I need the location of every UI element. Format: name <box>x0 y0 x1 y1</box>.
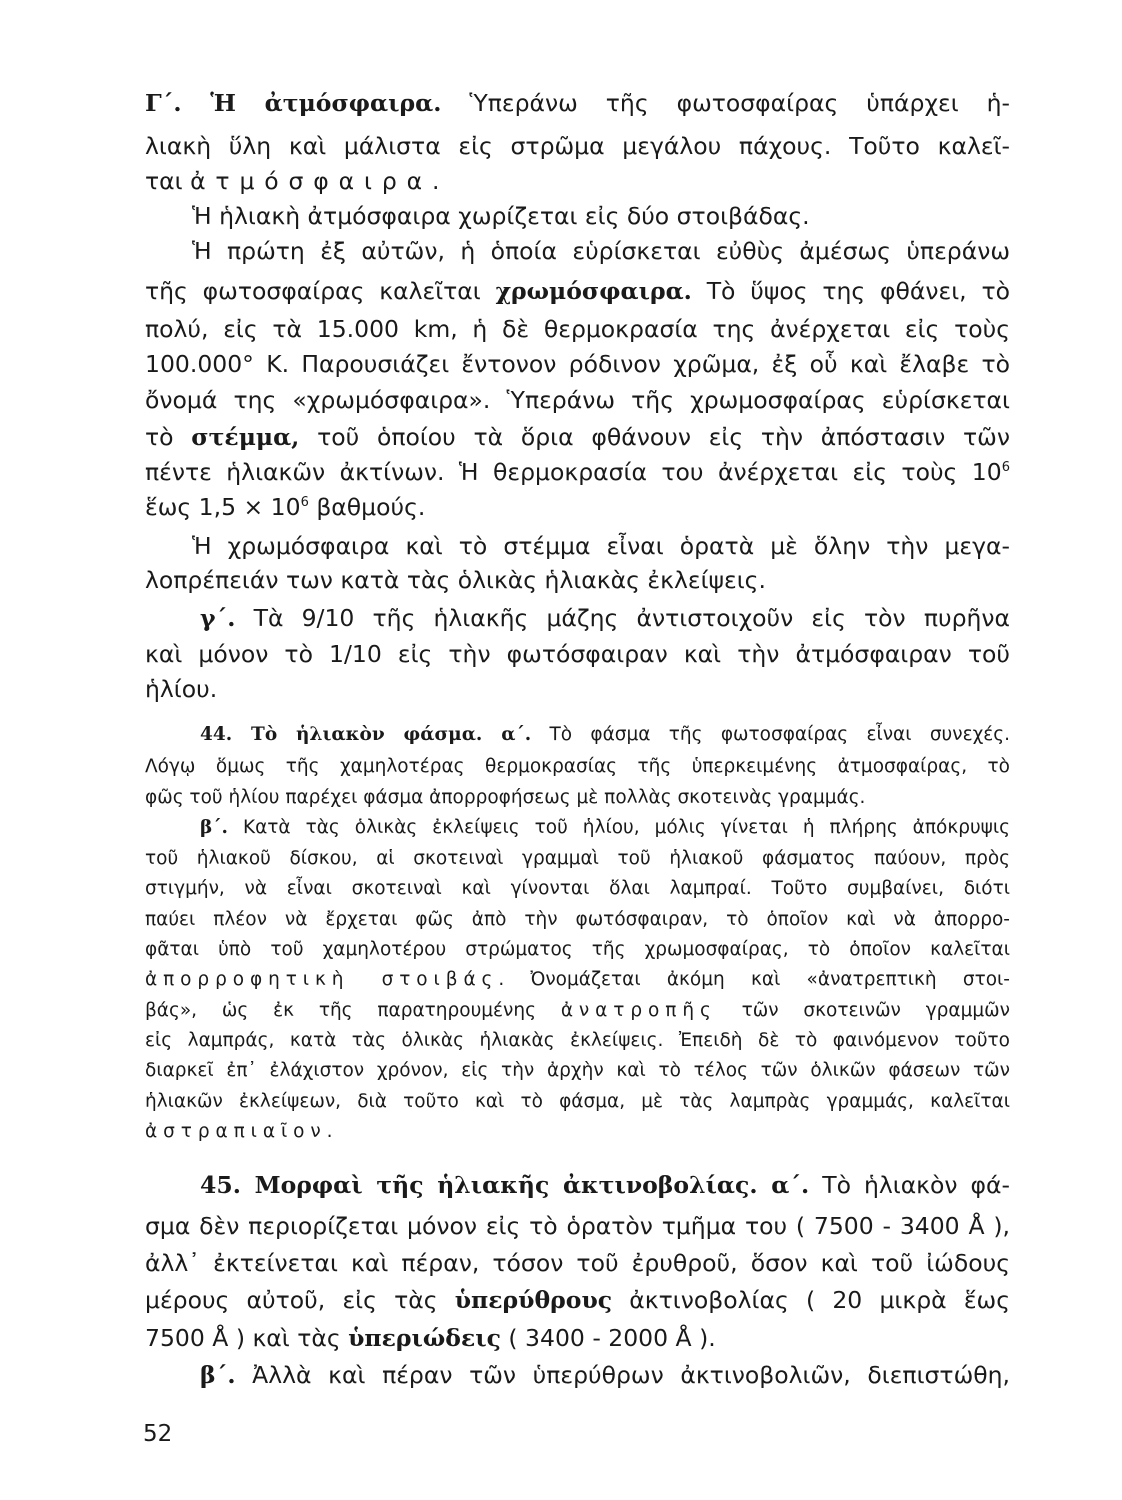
term-atmosphere: ἀτμόσφαιρα <box>190 167 432 195</box>
text-line: καὶ μόνον τὸ 1/10 εἰς τὴν φωτόσφαιραν καὶ τὴν ἀτμόσφαιραν τοῦ <box>145 640 1010 668</box>
text-line: φᾶται ὑπὸ τοῦ χαμηλοτέρου στρώματος τῆς χρωμοσφαίρας, τὸ ὁποῖον καλεῖται <box>145 939 1010 960</box>
page-number: 52 <box>143 1421 173 1447</box>
text-line: 100.000° Κ. Παρουσιάζει ἔντονον ρόδινον χρῶμα, ἐξ οὗ καὶ ἔλαβε τὸ <box>145 350 1010 378</box>
heading-44: 44. Τὸ ἡλιακὸν φάσμα. α΄. <box>200 724 532 745</box>
text-line: φῶς τοῦ ἡλίου παρέχει φάσμα ἀπορροφήσεως μὲ πολλὰς σκοτεινὰς γραμμάς. <box>145 787 866 808</box>
text-line: Ἡ χρωμόσφαιρα καὶ τὸ στέμμα εἶναι ὁρατὰ μὲ ὅλην τὴν μεγα- <box>192 532 1010 560</box>
text-line: παύει πλέον νὰ ἔρχεται φῶς ἀπὸ τὴν φωτόσφαιραν, τὸ ὁποῖον καὶ νὰ ἀπορρο- <box>145 909 1010 930</box>
term-flash-spectrum: ἀστραπιαῖον <box>145 1121 327 1142</box>
text-line: τὸ στέμμα, τοῦ ὁποίου τὰ ὅρια φθάνουν εἰς τὴν ἀπόστασιν τῶν <box>145 423 1010 451</box>
term-reversal: ἀνατροπῆς <box>560 1000 717 1021</box>
text-line: ἀπορροφητικὴ στοιβάς. Ὀνομάζεται ἀκόμη καὶ «ἀνατρεπτικὴ στοι- <box>145 969 1010 990</box>
text-line: Ἡ πρώτη ἐξ αὐτῶν, ἡ ὁποία εὑρίσκεται εὐθὺς ἀμέσως ὑπεράνω <box>192 237 1010 265</box>
text-line: ἕως $1,5 \times 10^6$ βαθμούς. <box>145 493 426 521</box>
text-line: 7500 Å ) καὶ τὰς ὑπεριώδεις ( 3400 - 2000 Å ). <box>145 1324 716 1352</box>
text-line: τῆς φωτοσφαίρας καλεῖται χρωμόσφαιρα. Τὸ ὕψος της φθάνει, τὸ <box>145 277 1011 305</box>
term-infrared: ὑπερύθρους <box>454 1286 613 1314</box>
heading-atmosphere: Γ΄. Ἡ ἀτμόσφαιρα. <box>145 89 442 117</box>
text-line: ἀλλ᾽ ἐκτείνεται καὶ πέραν, τόσον τοῦ ἐρυθροῦ, ὅσον καὶ τοῦ ἰώδους <box>145 1249 1010 1277</box>
term-ultraviolet: ὑπεριώδεις <box>348 1324 501 1352</box>
text-line: 44. Τὸ ἡλιακὸν φάσμα. α΄. Τὸ φάσμα τῆς φωτοσφαίρας εἶναι συνεχές. <box>200 724 1011 745</box>
text-line: τοῦ ἡλιακοῦ δίσκου, αἱ σκοτειναὶ γραμμαὶ τοῦ ἡλιακοῦ φάσματος παύουν, πρὸς <box>145 848 1010 869</box>
text-line: μέρους αὐτοῦ, εἰς τὰς ὑπερύθρους ἀκτινοβολίας ( 20 μικρὰ ἕως <box>145 1286 1011 1314</box>
text-line: β΄. Ἀλλὰ καὶ πέραν τῶν ὑπερύθρων ἀκτινοβολιῶν, διεπιστώθη, <box>200 1361 1010 1389</box>
text-line: πέντε ἡλιακῶν ἀκτίνων. Ἡ θερμοκρασία του ἀνέρχεται εἰς τοὺς $10^6$ <box>145 458 1010 486</box>
text-line: λιακὴ ὕλη καὶ μάλιστα εἰς στρῶμα μεγάλου πάχους. Τοῦτο καλεῖ- <box>145 132 1010 160</box>
text-line: β΄. Κατὰ τὰς ὁλικὰς ἐκλείψεις τοῦ ἡλίου, μόλις γίνεται ἡ πλήρης ἀπόκρυψις <box>200 817 1010 838</box>
label-beta: β΄. <box>200 817 228 838</box>
term-corona: στέμμα, <box>191 423 300 451</box>
text-line: γ΄. Τὰ 9/10 τῆς ἡλιακῆς μάζης ἀντιστοιχοῦν εἰς τὸν πυρῆνα <box>200 604 1010 632</box>
term-absorbing-layer: ἀπορροφητικὴ στοιβάς <box>145 969 499 990</box>
text-line: λοπρέπειάν των κατὰ τὰς ὁλικὰς ἡλιακὰς ἐκλείψεις. <box>145 566 766 594</box>
text-line: ἡλιακῶν ἐκλείψεων, διὰ τοῦτο καὶ τὸ φάσμα, μὲ τὰς λαμπρὰς γραμμάς, καλεῖται <box>145 1091 1010 1112</box>
text-line: Γ΄. Ἡ ἀτμόσφαιρα. Ὑπεράνω τῆς φωτοσφαίρας ὑπάρχει ἡ- <box>145 89 1011 117</box>
text-line: σμα δὲν περιορίζεται μόνον εἰς τὸ ὁρατὸν τμῆμα του ( 7500 - 3400 Å ), <box>145 1212 1010 1240</box>
text-line: ται ἀτμόσφαιρα. <box>145 167 440 195</box>
label-beta-2: β΄. <box>200 1361 236 1389</box>
text-line: ἡλίου. <box>145 675 218 703</box>
text-line: ἀστραπιαῖον. <box>145 1121 333 1142</box>
text-line: πολύ, εἰς τὰ 15.000 km, ἡ δὲ θερμοκρασία της ἀνέρχεται εἰς τοὺς <box>145 315 1010 343</box>
text-line: διαρκεῖ ἐπ᾽ ἐλάχιστον χρόνον, εἰς τὴν ἀρχὴν καὶ τὸ τέλος τῶν ὁλικῶν φάσεων τῶν <box>145 1060 1010 1081</box>
text-line: 45. Μορφαὶ τῆς ἡλιακῆς ἀκτινοβολίας. α΄. Τὸ ἡλιακὸν φά- <box>200 1171 1011 1199</box>
term-chromosphere: χρωμόσφαιρα. <box>495 277 692 305</box>
text-line: βάς», ὡς ἐκ τῆς παρατηρουμένης ἀνατροπῆς τῶν σκοτεινῶν γραμμῶν <box>145 1000 1010 1021</box>
text-line: εἰς λαμπράς, κατὰ τὰς ὁλικὰς ἡλιακὰς ἐκλείψεις. Ἐπειδὴ δὲ τὸ φαινόμενον τοῦτο <box>145 1030 1010 1051</box>
text-line: Λόγῳ ὅμως τῆς χαμηλοτέρας θερμοκρασίας τῆς ὑπερκειμένης ἀτμοσφαίρας, τὸ <box>145 756 1010 777</box>
heading-45: 45. Μορφαὶ τῆς ἡλιακῆς ἀκτινοβολίας. α΄. <box>200 1171 810 1199</box>
text-line: στιγμήν, νὰ εἶναι σκοτειναὶ καὶ γίνονται ὅλαι λαμπραί. Τοῦτο συμβαίνει, διότι <box>145 878 1010 899</box>
label-gamma: γ΄. <box>200 604 236 632</box>
text-line: ὄνομά της «χρωμόσφαιρα». Ὑπεράνω τῆς χρωμοσφαίρας εὑρίσκεται <box>145 386 1010 414</box>
text-line: Ἡ ἡλιακὴ ἀτμόσφαιρα χωρίζεται εἰς δύο στοιβάδας. <box>192 202 810 230</box>
